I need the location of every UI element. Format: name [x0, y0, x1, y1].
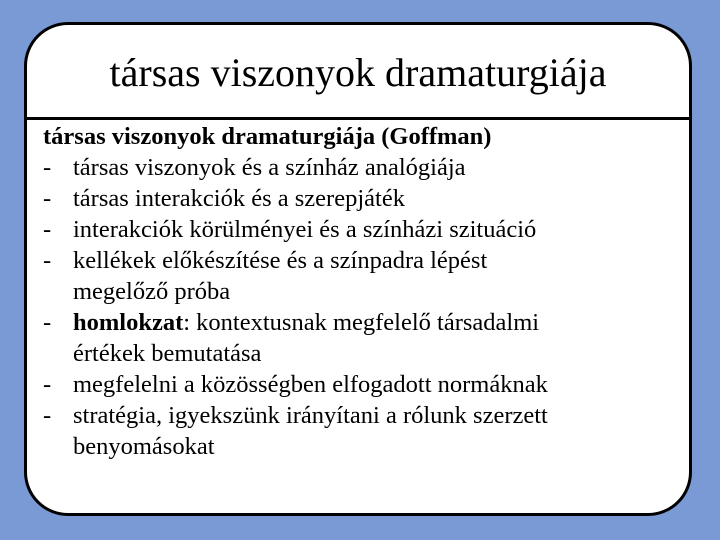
bullet-item — [43, 245, 683, 307]
bullet-dash: - — [43, 371, 52, 398]
bullet-text-line1 — [73, 307, 683, 338]
bullet-list — [43, 152, 683, 462]
bullet-dash: - — [43, 247, 52, 274]
bullet-text-line2: értékek bemutatása — [73, 340, 262, 367]
bullet-item — [43, 400, 683, 462]
bullet-text-line1: stratégia, igyekszünk irányítani a rólunk szerzett — [73, 402, 548, 429]
bullet-text: társas viszonyok és a színház analógiája — [73, 154, 466, 181]
bullet-dash: - — [43, 402, 52, 429]
slide-title: társas viszonyok dramaturgiája — [109, 50, 607, 95]
bullet-text-line1: kellékek előkészítése és a színpadra lépést — [73, 247, 488, 274]
bullet-text-line2: benyomásokat — [73, 433, 215, 460]
bullet-item — [43, 307, 683, 369]
bullet-text: megfelelni a közösségben elfogadott normáknak — [73, 371, 548, 398]
bullet-text-rest: : kontextusnak megfelelő társadalmi — [183, 309, 540, 336]
title-divider — [24, 117, 692, 120]
bullet-item — [43, 369, 683, 400]
bullet-bold-term: homlokzat — [73, 309, 184, 336]
bullet-item — [43, 152, 683, 183]
content-heading: társas viszonyok dramaturgiája (Goffman) — [43, 123, 492, 150]
bullet-dash: - — [43, 154, 52, 181]
bullet-text: társas interakciók és a szerepjáték — [73, 185, 405, 212]
bullet-text: interakciók körülményei és a színházi szituáció — [73, 216, 537, 243]
bullet-dash: - — [43, 309, 52, 336]
slide-card — [24, 22, 692, 516]
bullet-item — [43, 183, 683, 214]
slide-content — [43, 121, 683, 462]
bullet-text-line2: megelőző próba — [73, 278, 231, 305]
bullet-dash: - — [43, 185, 52, 212]
bullet-item — [43, 214, 683, 245]
bullet-dash: - — [43, 216, 52, 243]
